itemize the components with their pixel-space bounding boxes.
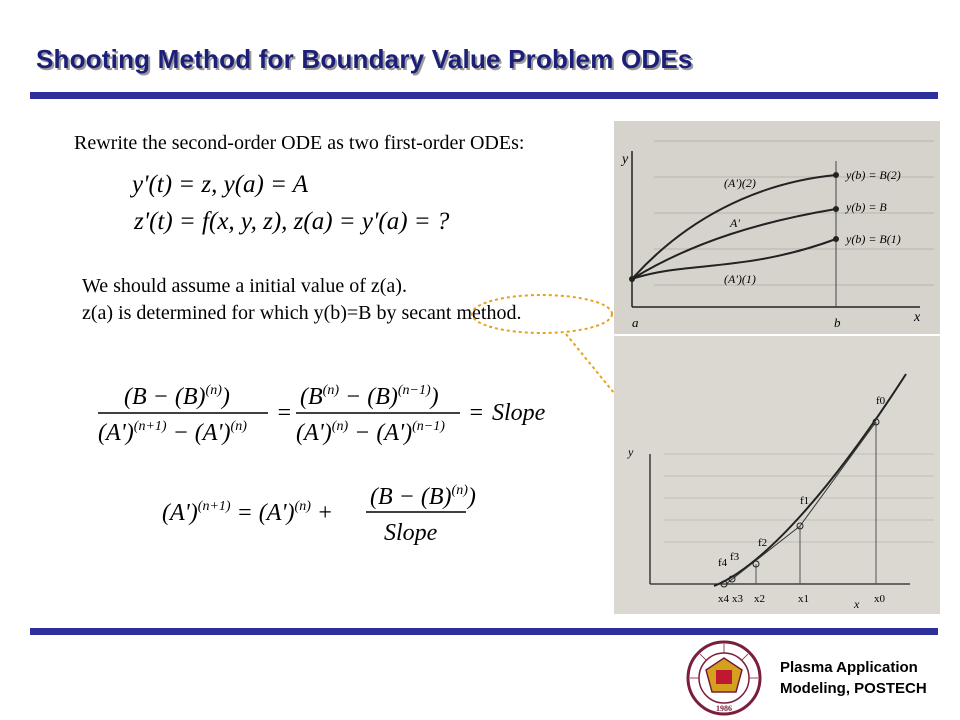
equation-first-order-z: z'(t) = f(x, y, z), z(a) = y'(a) = ?	[134, 208, 450, 235]
denominator-2: $(A')^{(n)} - (A')^{(n-1)}$	[296, 419, 445, 446]
svg-text:f4: f4	[718, 557, 728, 569]
svg-text:y(b) = B(1): y(b) = B(1)	[846, 232, 901, 246]
secant-slope-formula	[96, 368, 566, 448]
slope-label: Slope	[492, 400, 546, 426]
svg-text:y: y	[628, 445, 634, 459]
footer-line-2: Modeling, POSTECH	[780, 680, 927, 697]
svg-text:y(b) = B(2): y(b) = B(2)	[846, 168, 901, 182]
equation-first-order-y: y'(t) = z, y(a) = A	[132, 171, 309, 198]
svg-text:a: a	[632, 315, 639, 330]
svg-text:=: =	[468, 400, 485, 426]
svg-text:y(b) = B: y(b) = B	[846, 200, 887, 214]
assume-text: We should assume a initial value of z(a).	[82, 275, 407, 297]
svg-text:1986: 1986	[716, 704, 732, 713]
svg-text:f1: f1	[800, 495, 810, 507]
update-lhs: $(A')^{(n+1)} = (A')^{(n)}$ +	[162, 499, 334, 526]
svg-text:=: =	[276, 400, 293, 426]
svg-text:b: b	[834, 315, 841, 330]
secant-update-formula	[160, 470, 480, 550]
footer-organization	[780, 657, 927, 699]
intro-text: Rewrite the second-order ODE as two first-order ODEs:	[74, 132, 525, 154]
denominator-1: $(A')^{(n+1)} - (A')^{(n)}$	[98, 419, 247, 446]
footer-divider	[30, 628, 938, 635]
svg-text:x2: x2	[754, 593, 765, 605]
svg-text:y: y	[622, 152, 629, 167]
update-numerator: $(B - (B)^{(n)})$	[370, 483, 476, 510]
slide-title: Shooting Method for Boundary Value Problem ODEs	[36, 44, 693, 74]
svg-text:(A')(1): (A')(1)	[724, 272, 756, 286]
svg-text:x3: x3	[732, 593, 743, 605]
university-seal-logo	[686, 640, 762, 716]
numerator-2: $(B^{(n)} - (B)^{(n-1)})$	[300, 383, 439, 410]
svg-text:f2: f2	[758, 537, 768, 549]
title-divider	[30, 92, 938, 99]
secant-method-figure	[614, 336, 940, 614]
shooting-trajectories-figure	[614, 121, 940, 334]
svg-text:x: x	[854, 597, 860, 611]
svg-text:f0: f0	[876, 395, 886, 407]
numerator-1: $(B - (B)^{(n)})$	[124, 383, 230, 410]
secant-method-text: z(a) is determined for which y(b)=B by secant method.	[82, 302, 522, 324]
svg-text:x4: x4	[718, 593, 729, 605]
svg-text:x1: x1	[798, 593, 809, 605]
svg-text:f3: f3	[730, 551, 740, 563]
update-denominator: Slope	[384, 520, 438, 546]
svg-text:(A')(2): (A')(2)	[724, 176, 756, 190]
footer-line-1: Plasma Application	[780, 659, 918, 676]
svg-text:A': A'	[730, 216, 740, 230]
svg-text:x: x	[914, 310, 921, 325]
svg-text:x0: x0	[874, 593, 885, 605]
